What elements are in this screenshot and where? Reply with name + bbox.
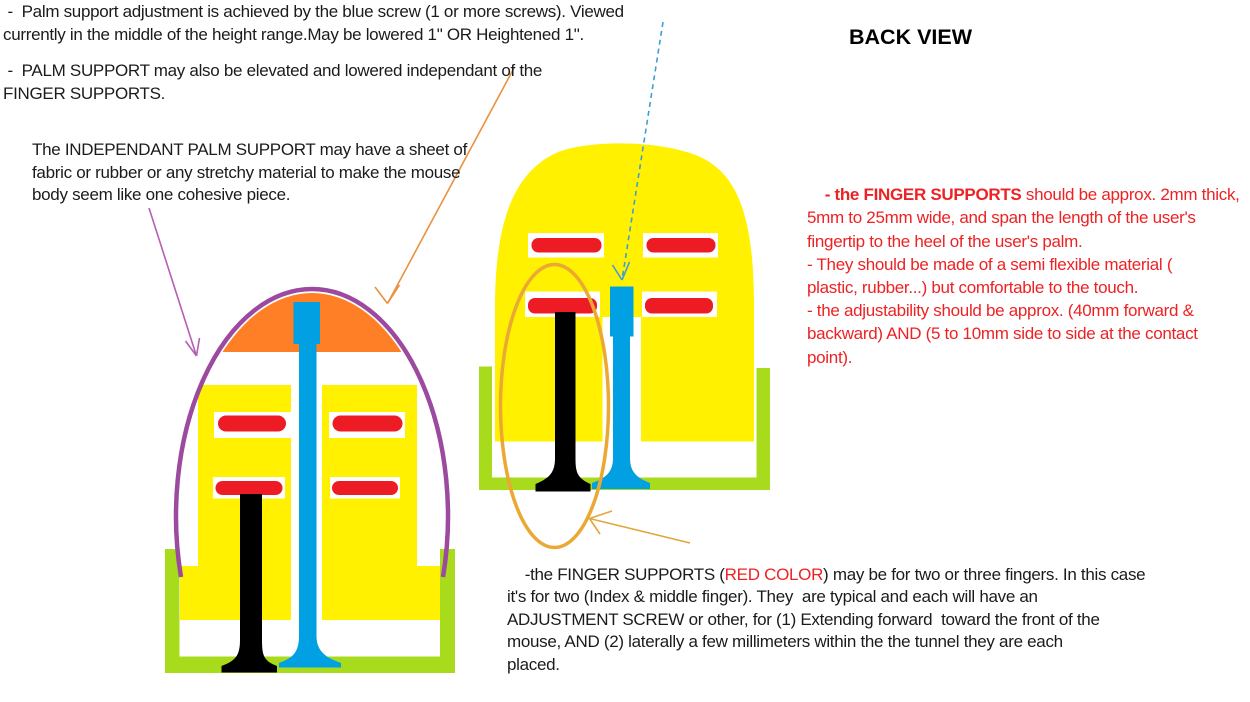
finger-support-bar bbox=[528, 298, 597, 314]
finger-support-bar bbox=[333, 416, 403, 432]
finger-supports-spec-bold: - the FINGER SUPPORTS bbox=[824, 185, 1022, 205]
page-title: BACK VIEW bbox=[849, 25, 973, 49]
side-view-figure bbox=[165, 289, 455, 702]
finger-note-post: ) may be for two or three fingers. In this case it's for two (Index & middle finger). They are typical and each will have an ADJUSTMENT SCREW or other, for (1) Extending forward toward the front of the mouse, AND (2) laterally a few millimeters within the the tunnel they are each placed. bbox=[507, 564, 1146, 674]
finger-supports-spec-note bbox=[807, 160, 1250, 392]
finger-support-bar bbox=[647, 238, 716, 253]
finger-supports-spec-rest: should be approx. 2mm thick, 5mm to 25mm wide, and span the length of the user's fingertip to the heel of the user's palm. - They should be made of a semi flexible material ( plastic, rubber...) but comfortable to the touch. - the adjustability should be approx. (40mm forward & backward) AND (5 to 10mm side to side at the contact point). bbox=[807, 185, 1240, 367]
finger-support-bar bbox=[645, 298, 713, 314]
finger-support-bar bbox=[332, 481, 398, 495]
palm-independent-note: - PALM SUPPORT may also be elevated and lowered independant of the FINGER SUPPORTS. bbox=[3, 61, 543, 103]
finger-support-bar bbox=[216, 481, 283, 495]
finger-note-pre: -the FINGER SUPPORTS ( bbox=[524, 564, 725, 584]
finger-support-callout-arrow bbox=[590, 511, 691, 543]
finger-support-bar bbox=[532, 238, 602, 253]
palm-adjustment-note: - Palm support adjustment is achieved by the blue screw (1 or more screws). Viewed currently in the middle of the height range.May be lowered 1" OR Heightened 1". bbox=[3, 2, 624, 44]
palm-outline-arrow bbox=[149, 208, 200, 356]
back-view-figure bbox=[479, 143, 770, 547]
finger-note-red-color: RED COLOR bbox=[724, 564, 824, 584]
finger-supports-callout-note bbox=[507, 541, 1167, 699]
finger-support-bar bbox=[218, 416, 286, 432]
palm-sheet-note: The INDEPENDANT PALM SUPPORT may have a sheet of fabric or rubber or any stretchy material to make the mouse body seem like one cohesive piece. bbox=[32, 140, 468, 204]
